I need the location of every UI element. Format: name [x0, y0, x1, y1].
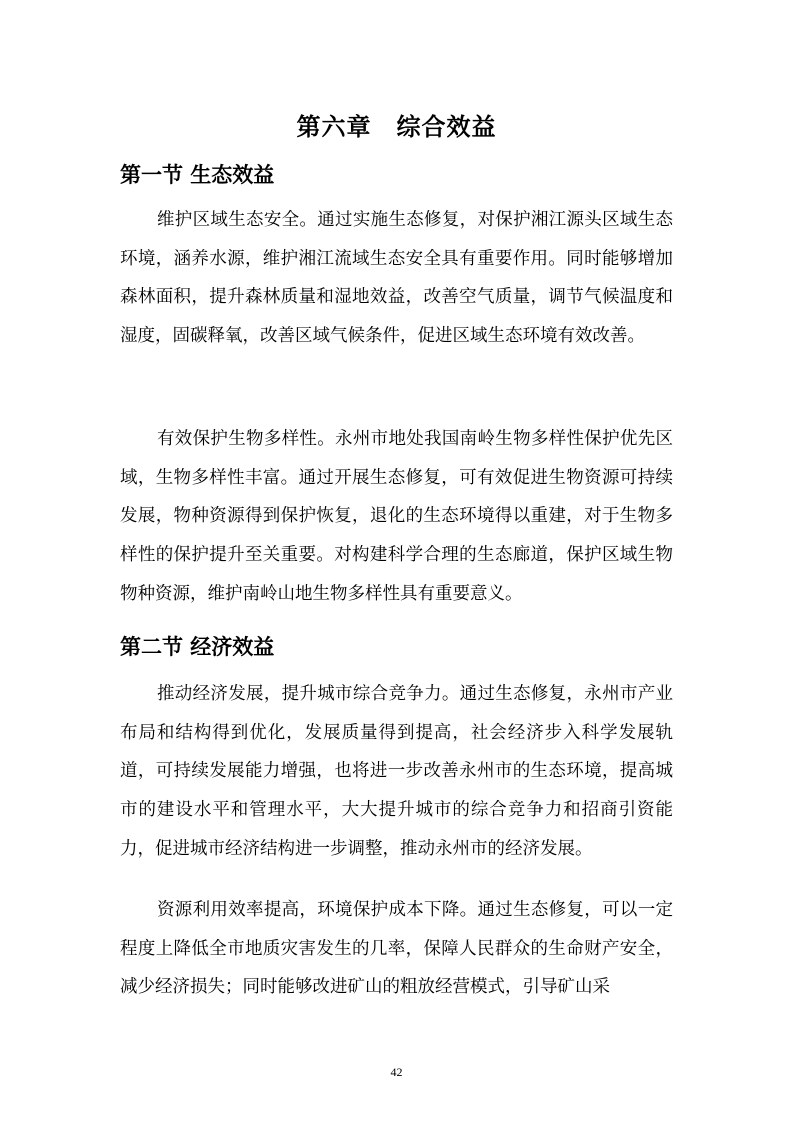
page-number: 42: [390, 1065, 403, 1079]
paragraph-resource-efficiency: 资源利用效率提高，环境保护成本下降。通过生态修复，可以一定程度上降低全市地质灾害发生的几率，保障人民群众的生命财产安全，减少经济损失；同时能够改进矿山的粗放经营模式，引导矿山采: [120, 900, 673, 998]
chapter-title: 第六章 综合效益: [296, 113, 497, 141]
paragraph-ecological-security: 维护区域生态安全。通过实施生态修复，对保护湘江源头区域生态环境，涵养水源，维护湘江流域生态安全具有重要作用。同时能够增加森林面积，提升森林质量和湿地效益，改善空气质量，调节气候温度和湿度，固碳释氧，改善区域气候条件，促进区域生态环境有效改善。: [120, 210, 673, 347]
section-title-ecological: 第一节 生态效益: [120, 163, 275, 187]
paragraph-economic-development: 推动经济发展，提升城市综合竞争力。通过生态修复，永州市产业布局和结构得到优化，发展质量得到提高，社会经济步入科学发展轨道，可持续发展能力增强，也将进一步改善永州市的生态环境，提高城市的建设水平和管理水平，大大提升城市的综合竞争力和招商引资能力，促进城市经济结构进一步调整，推动永州市的经济发展。: [120, 684, 673, 859]
section-title-economic: 第二节 经济效益: [120, 635, 275, 659]
paragraph-biodiversity: 有效保护生物多样性。永州市地处我国南岭生物多样性保护优先区域，生物多样性丰富。通过开展生态修复，可有效促进生物资源可持续发展，物种资源得到保护恢复，退化的生态环境得以重建，对于生物多样性的保护提升至关重要。对构建科学合理的生态廊道，保护区域生物物种资源，维护南岭山地生物多样性具有重要意义。: [120, 429, 673, 604]
